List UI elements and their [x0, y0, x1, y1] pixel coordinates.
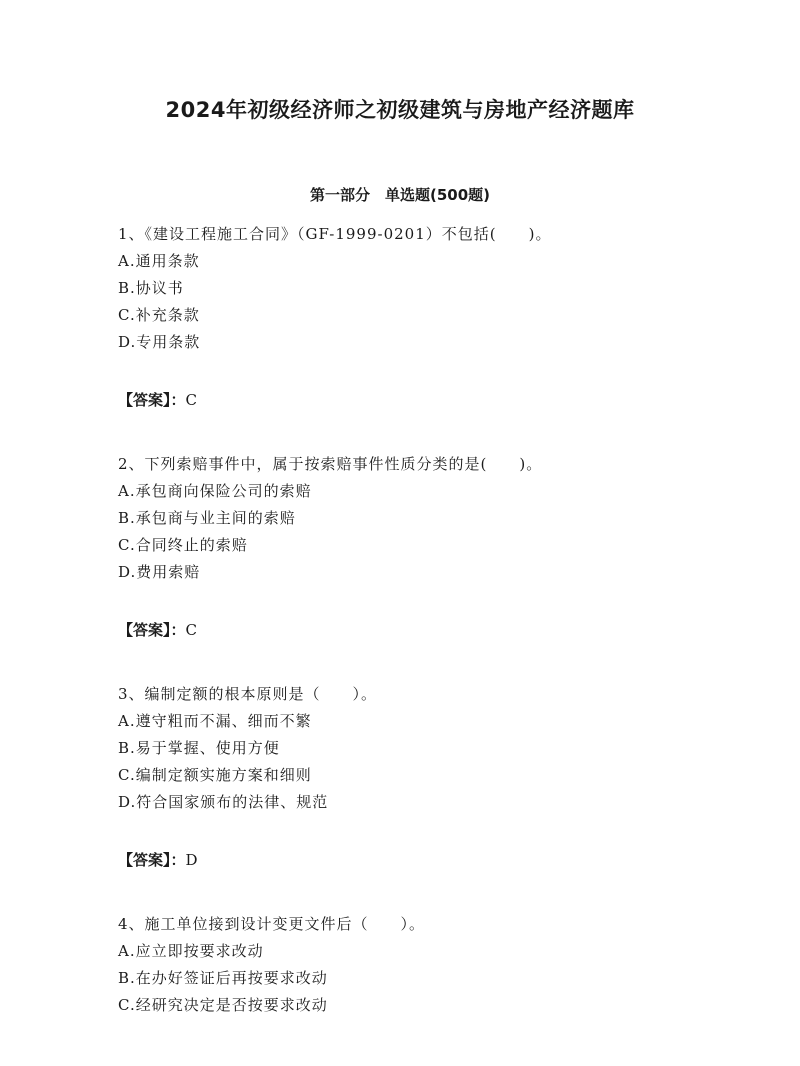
- answer-line: [118, 390, 758, 410]
- option-b: B.协议书: [118, 279, 184, 297]
- question-1: [118, 224, 758, 410]
- option-a: A.遵守粗而不漏、细而不繁: [118, 712, 312, 730]
- question-list: [118, 224, 758, 1066]
- question-stem: 3、编制定额的根本原则是（ ）。: [118, 685, 378, 703]
- document-title: 2024年初级经济师之初级建筑与房地产经济题库: [165, 98, 635, 122]
- option-b: B.在办好签证后再按要求改动: [118, 969, 328, 987]
- answer-value: C: [185, 621, 197, 639]
- question-3: [118, 684, 758, 870]
- answer-line: [118, 850, 758, 870]
- option-c: C.合同终止的索赔: [118, 536, 248, 554]
- option-a: A.通用条款: [118, 252, 200, 270]
- option-b: B.承包商与业主间的索赔: [118, 509, 296, 527]
- answer-label: 【答案】：: [118, 391, 186, 409]
- question-stem: 4、施工单位接到设计变更文件后（ ）。: [118, 915, 426, 933]
- option-d: D.专用条款: [118, 333, 201, 351]
- answer-value: D: [185, 851, 198, 869]
- option-b: B.易于掌握、使用方便: [118, 739, 280, 757]
- option-c: C.补充条款: [118, 306, 200, 324]
- option-a: A.应立即按要求改动: [118, 942, 264, 960]
- question-4: [118, 914, 758, 1022]
- option-d: D.费用索赔: [118, 563, 201, 581]
- answer-label: 【答案】：: [118, 621, 186, 639]
- answer-line: [118, 620, 758, 640]
- answer-value: C: [185, 391, 197, 409]
- answer-label: 【答案】：: [118, 851, 186, 869]
- option-c: C.经研究决定是否按要求改动: [118, 996, 328, 1014]
- question-stem: 1、《建设工程施工合同》（GF-1999-0201）不包括( )。: [118, 225, 552, 243]
- option-c: C.编制定额实施方案和细则: [118, 766, 312, 784]
- section-heading: 第一部分 单选题(500题): [309, 186, 491, 204]
- option-d: D.符合国家颁布的法律、规范: [118, 793, 329, 811]
- option-a: A.承包商向保险公司的索赔: [118, 482, 312, 500]
- question-stem: 2、下列索赔事件中，属于按索赔事件性质分类的是( )。: [118, 455, 543, 473]
- question-2: [118, 454, 758, 640]
